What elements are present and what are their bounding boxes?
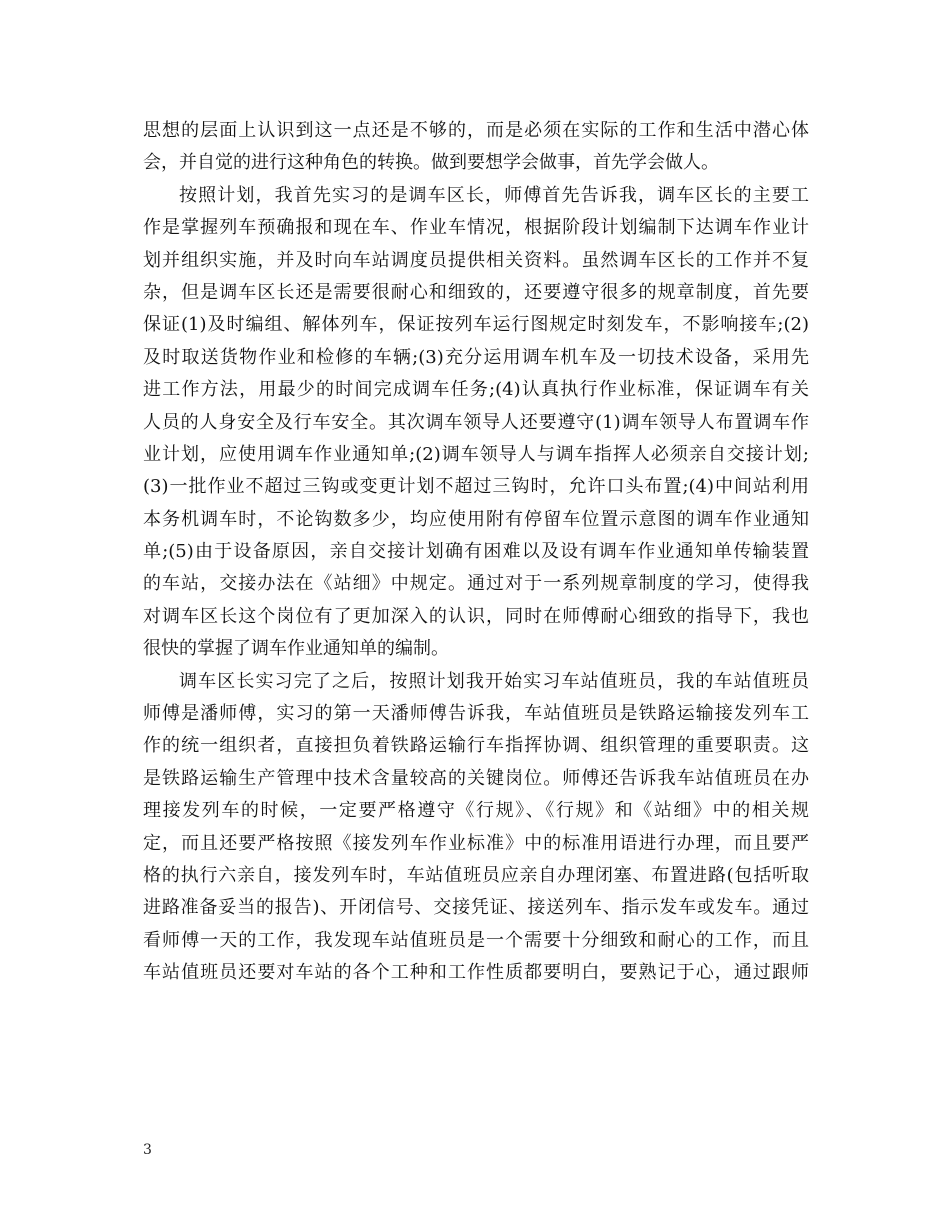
text-line: 本务机调车时，不论钩数多少，均应使用附有停留车位置示意图的调车作业通知 (143, 508, 809, 530)
text-line: 师傅是潘师傅，实习的第一天潘师傅告诉我，车站值班员是铁路运输接发列车工 (143, 703, 809, 725)
text-line: 单;(5)由于设备原因，亲自交接计划确有困难以及设有调车作业通知单传输装置 (143, 541, 809, 563)
text-line: 看师傅一天的工作，我发现车站值班员是一个需要十分细致和耐心的工作，而且 (143, 929, 809, 951)
text-line: 划并组织实施，并及时向车站调度员提供相关资料。虽然调车区长的工作并不复 (143, 249, 809, 271)
text-line: 进路准备妥当的报告)、开闭信号、交接凭证、接送列车、指示发车或发车。通过 (143, 897, 809, 919)
text-line: 及时取送货物作业和检修的车辆;(3)充分运用调车机车及一切技术设备，采用先 (143, 346, 809, 368)
text-line: 作是掌握列车预确报和现在车、作业车情况，根据阶段计划编制下达调车作业计 (143, 217, 809, 239)
text-line: 定，而且还要严格按照《接发列车作业标准》中的标准用语进行办理，而且要严 (143, 832, 809, 854)
text-line: 保证(1)及时编组、解体列车，保证按列车运行图规定时刻发车，不影响接车;(2) (143, 314, 809, 336)
text-line: 杂，但是调车区长还是需要很耐心和细致的，还要遵守很多的规章制度，首先要 (143, 281, 809, 303)
text-line: 人员的人身安全及行车安全。其次调车领导人还要遵守(1)调车领导人布置调车作 (143, 411, 809, 433)
text-line: 思想的层面上认识到这一点还是不够的，而是必须在实际的工作和生活中潜心体 (143, 120, 809, 141)
text-line: 很快的掌握了调车作业通知单的编制。 (143, 638, 449, 660)
text-line: 车站值班员还要对车站的各个工种和工作性质都要明白，要熟记于心，通过跟师 (143, 962, 809, 984)
text-line: 格的执行六亲自，接发列车时，车站值班员应亲自办理闭塞、布置进路(包括听取 (143, 864, 809, 886)
page-number: 3 (143, 1142, 152, 1158)
text-line: (3)一批作业不超过三钩或变更计划不超过三钩时，允许口头布置;(4)中间站利用 (143, 476, 809, 498)
text-line: 按照计划，我首先实习的是调车区长，师傅首先告诉我，调车区长的主要工 (179, 184, 809, 206)
body-text (143, 115, 809, 990)
text-line: 理接发列车的时候，一定要严格遵守《行规》、《行规》和《站细》中的相关规 (143, 800, 809, 822)
text-line: 业计划，应使用调车作业通知单;(2)调车领导人与调车指挥人必须亲自交接计划; (143, 443, 809, 465)
text-line: 作的统一组织者，直接担负着铁路运输行车指挥协调、组织管理的重要职责。这 (143, 735, 809, 757)
text-line: 的车站，交接办法在《站细》中规定。通过对于一系列规章制度的学习，使得我 (143, 573, 809, 595)
text-line: 对调车区长这个岗位有了更加深入的认识，同时在师傅耐心细致的指导下，我也 (143, 605, 809, 627)
text-line: 会，并自觉的进行这种角色的转换。做到要想学会做事，首先学会做人。 (143, 152, 719, 174)
text-line: 调车区长实习完了之后，按照计划我开始实习车站值班员，我的车站值班员 (179, 670, 809, 692)
text-line: 进工作方法，用最少的时间完成调车任务;(4)认真执行作业标准，保证调车有关 (143, 379, 809, 401)
text-line: 是铁路运输生产管理中技术含量较高的关键岗位。师傅还告诉我车站值班员在办 (143, 767, 809, 789)
